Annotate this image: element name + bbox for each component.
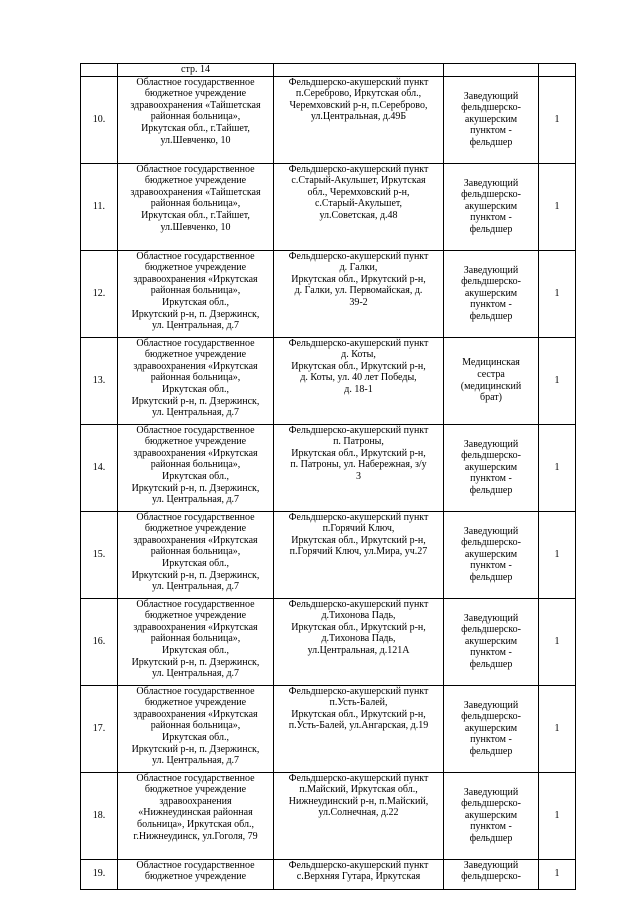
count-cell: [539, 685, 576, 772]
unit-address-cell-line: п.Сереброво, Иркутская обл.,: [295, 88, 422, 100]
unit-address-cell: [274, 337, 444, 424]
count-cell: [539, 859, 576, 889]
unit-address-cell-line: Фельдшерско-акушерский пункт: [288, 511, 429, 523]
row-number: [81, 685, 118, 772]
organization-cell-line: Областное государственное: [136, 424, 255, 436]
unit-address-cell-line: 39-2: [349, 296, 368, 308]
unit-address-cell-line: Иркутская обл., Иркутский р-н,: [291, 360, 426, 372]
organization-cell-line: ул.Шевченко, 10: [160, 221, 231, 233]
organization-cell: [118, 337, 274, 424]
position-cell-line: Заведующий: [463, 438, 519, 450]
unit-address-cell-line: Иркутская обл., Иркутский р-н,: [291, 273, 426, 285]
organization-cell-line: здравоохранения «Тайшетская: [130, 99, 261, 111]
unit-address-cell-line: д. Галки, ул. Первомайская, д.: [294, 285, 423, 297]
row-number-line: 11.: [92, 200, 106, 212]
count-cell: [539, 250, 576, 337]
unit-address-cell-line: д. Галки,: [339, 262, 378, 274]
unit-address-cell-line: Фельдшерско-акушерский пункт: [288, 772, 429, 784]
unit-address-cell: [274, 859, 444, 889]
unit-address-cell-line: ул.Солнечная, д.22: [318, 807, 399, 819]
unit-address-cell-line: с.Верхняя Гутара, Иркутская: [296, 871, 421, 883]
position-cell: [444, 772, 539, 859]
unit-address-cell: [274, 685, 444, 772]
unit-address-cell-line: Фельдшерско-акушерский пункт: [288, 76, 429, 88]
unit-address-cell-line: Иркутская обл., Иркутский р-н,: [291, 534, 426, 546]
position-cell-line: фельдшерско-: [461, 189, 521, 201]
row-number: [81, 598, 118, 685]
unit-address-cell-line: с.Старый-Акульшет,: [314, 198, 403, 210]
organization-cell: [118, 511, 274, 598]
unit-address-cell-line: Иркутская обл., Иркутский р-н,: [291, 621, 426, 633]
organization-cell-line: Иркутская обл., г.Тайшет,: [141, 209, 250, 221]
position-cell-line: акушерским: [464, 635, 518, 647]
organization-cell-line: ул. Центральная, д.7: [151, 668, 240, 680]
position-cell: [444, 511, 539, 598]
position-cell: [444, 685, 539, 772]
unit-address-cell-line: 3: [356, 470, 361, 482]
organization-cell-line: бюджетное учреждение: [144, 262, 247, 274]
organization-cell-line: Областное государственное: [136, 337, 255, 349]
organization-cell-line: здравоохранения: [159, 795, 232, 807]
position-cell: [444, 424, 539, 511]
position-cell-line: пунктом -: [470, 125, 512, 137]
organization-cell-line: Иркутский р-н, п. Дзержинск,: [131, 482, 260, 494]
position-cell-line: пунктом -: [470, 647, 512, 659]
unit-address-cell-line: Черемховский р-н, п.Сереброво,: [289, 99, 428, 111]
row-number-line: 10.: [92, 113, 106, 125]
position-cell-line: (медицинский: [460, 380, 522, 392]
position-cell-line: пунктом -: [470, 734, 512, 746]
organization-cell-line: Областное государственное: [136, 859, 255, 871]
organization-cell-line: районная больница»,: [150, 111, 241, 123]
position-cell-line: акушерским: [464, 200, 518, 212]
organization-cell-line: Иркутская обл.,: [162, 557, 229, 569]
unit-address-cell-line: Фельдшерско-акушерский пункт: [288, 685, 429, 697]
count-cell-line: 1: [554, 461, 560, 473]
position-cell-line: акушерским: [464, 461, 518, 473]
unit-address-cell-line: п.Горячий Ключ,: [322, 523, 395, 535]
position-cell-line: Заведующий: [463, 90, 519, 102]
row-number: [81, 163, 118, 250]
count-cell-line: 1: [554, 374, 560, 386]
unit-address-cell-line: Фельдшерско-акушерский пункт: [288, 163, 429, 175]
organization-cell-line: районная больница»,: [150, 285, 241, 297]
position-cell-line: пунктом -: [470, 299, 512, 311]
position-cell-line: фельдшер: [469, 745, 513, 757]
position-cell-line: пунктом -: [470, 212, 512, 224]
row-number-line: 13.: [92, 374, 106, 386]
count-cell-line: 1: [554, 868, 560, 880]
count-cell-line: 1: [554, 635, 560, 647]
position-cell-line: Заведующий: [463, 699, 519, 711]
table-row: [81, 685, 576, 772]
row-number: [81, 424, 118, 511]
count-cell-line: 1: [554, 722, 560, 734]
row-number: [81, 76, 118, 163]
row-number-line: 12.: [92, 287, 106, 299]
unit-address-cell: [274, 250, 444, 337]
position-cell-line: фельдшерско-: [461, 450, 521, 462]
unit-address-cell-line: ул.Советская, д.48: [319, 209, 398, 221]
table-row: [81, 163, 576, 250]
header-cell-empty: [274, 64, 444, 77]
organization-cell: [118, 250, 274, 337]
position-cell-line: сестра: [477, 369, 505, 380]
unit-address-cell: [274, 76, 444, 163]
count-cell: [539, 424, 576, 511]
organization-cell-line: Областное государственное: [136, 163, 255, 175]
position-cell-line: фельдшерско-: [461, 276, 521, 288]
header-cell-empty: [444, 64, 539, 77]
organization-cell-line: Областное государственное: [136, 598, 255, 610]
organization-cell-line: здравоохранения «Иркутская: [133, 534, 258, 546]
organization-cell-line: бюджетное учреждение: [144, 436, 247, 448]
count-cell: [539, 76, 576, 163]
organization-cell-line: здравоохранения «Иркутская: [133, 447, 258, 459]
organization-cell-line: бюджетное учреждение: [144, 523, 247, 535]
position-cell-line: фельдшер: [469, 832, 513, 844]
row-number-line: 19.: [92, 868, 106, 880]
organization-cell-line: ул. Центральная, д.7: [151, 581, 240, 593]
organization-cell-line: ул. Центральная, д.7: [151, 407, 240, 419]
organization-cell-line: Областное государственное: [136, 250, 255, 262]
position-cell-line: фельдшер: [469, 571, 513, 583]
unit-address-cell-line: д. Коты, ул. 40 лет Победы,: [300, 372, 417, 384]
row-number: [81, 859, 118, 889]
position-cell-line: фельдшерско-: [461, 798, 521, 810]
unit-address-cell-line: п.Майский, Иркутская обл.,: [299, 784, 418, 796]
table-row: [81, 511, 576, 598]
organization-cell: [118, 685, 274, 772]
organization-cell-line: бюджетное учреждение: [144, 697, 247, 709]
unit-address-cell: [274, 772, 444, 859]
count-cell-line: 1: [554, 287, 560, 299]
organization-cell-line: бюджетное учреждение: [144, 871, 247, 883]
organization-cell-line: ул. Центральная, д.7: [151, 494, 240, 506]
row-number: [81, 511, 118, 598]
unit-address-cell-line: п.Усть-Балей,: [329, 697, 388, 709]
position-cell-line: Заведующий: [463, 177, 519, 189]
organization-cell-line: Иркутский р-н, п. Дзержинск,: [131, 656, 260, 668]
position-cell-line: Заведующий: [463, 786, 519, 798]
organization-cell-line: бюджетное учреждение: [144, 784, 247, 796]
table-row: [81, 424, 576, 511]
organization-cell-line: ул. Центральная, д.7: [151, 320, 240, 332]
unit-address-cell: [274, 163, 444, 250]
organization-cell-line: здравоохранения «Иркутская: [133, 273, 258, 285]
position-cell-line: фельдшерско-: [461, 871, 521, 883]
unit-address-cell-line: с.Старый-Акульшет, Иркутская: [291, 175, 426, 187]
organization-cell-line: Иркутская обл.,: [162, 644, 229, 656]
unit-address-cell-line: Фельдшерско-акушерский пункт: [288, 337, 429, 349]
position-cell-line: акушерским: [464, 113, 518, 125]
unit-address-cell: [274, 424, 444, 511]
organization-cell-line: районная больница»,: [150, 633, 241, 645]
vacancy-table-body: [81, 64, 576, 890]
count-cell: [539, 337, 576, 424]
count-cell: [539, 163, 576, 250]
page-label: стр. 14: [118, 64, 274, 77]
count-cell-line: 1: [554, 548, 560, 560]
unit-address-cell-line: п. Патроны, ул. Набережная, з/у: [290, 459, 427, 471]
row-number: [81, 250, 118, 337]
organization-cell-line: Иркутский р-н, п. Дзержинск,: [131, 743, 260, 755]
unit-address-cell-line: ул.Центральная, д.121А: [307, 644, 410, 656]
organization-cell-line: ул.Шевченко, 10: [160, 134, 231, 146]
position-cell-line: фельдшер: [469, 658, 513, 670]
organization-cell-line: Иркутская обл.,: [162, 731, 229, 743]
unit-address-cell-line: д. 18-1: [344, 383, 373, 395]
organization-cell-line: Областное государственное: [136, 511, 255, 523]
table-row: [81, 772, 576, 859]
organization-cell-line: здравоохранения «Иркутская: [133, 708, 258, 720]
unit-address-cell: [274, 511, 444, 598]
unit-address-cell-line: Фельдшерско-акушерский пункт: [288, 598, 429, 610]
count-cell: [539, 772, 576, 859]
unit-address-cell-line: Фельдшерско-акушерский пункт: [288, 859, 429, 871]
count-cell-line: 1: [554, 200, 560, 212]
organization-cell-line: «Нижнеудинская районная: [138, 807, 253, 819]
organization-cell: [118, 163, 274, 250]
organization-cell-line: Областное государственное: [136, 772, 255, 784]
organization-cell-line: районная больница»,: [150, 198, 241, 210]
position-cell: [444, 598, 539, 685]
organization-cell-line: Областное государственное: [136, 685, 255, 697]
position-cell-line: Заведующий: [463, 264, 519, 276]
unit-address-cell-line: обл., Черемховский р-н,: [307, 186, 410, 198]
position-cell-line: фельдшер: [469, 310, 513, 322]
position-cell-line: фельдшерско-: [461, 537, 521, 549]
position-cell: [444, 163, 539, 250]
position-cell-line: Медицинская: [462, 357, 520, 369]
position-cell-line: фельдшер: [469, 136, 513, 148]
row-number-line: 18.: [92, 809, 106, 821]
position-cell-line: Заведующий: [463, 612, 519, 624]
table-row: [81, 76, 576, 163]
unit-address-cell-line: д. Коты,: [341, 349, 376, 361]
unit-address-cell-line: п.Усть-Балей, ул.Ангарская, д.19: [288, 720, 429, 732]
organization-cell: [118, 598, 274, 685]
organization-cell-line: здравоохранения «Тайшетская: [130, 186, 261, 198]
unit-address-cell-line: п. Патроны,: [333, 436, 384, 448]
position-cell-line: акушерским: [464, 287, 518, 299]
count-cell: [539, 598, 576, 685]
organization-cell-line: больница», Иркутская обл.,: [137, 818, 254, 830]
position-cell-line: фельдшерско-: [461, 624, 521, 636]
unit-address-cell-line: Фельдшерско-акушерский пункт: [288, 424, 429, 436]
unit-address-cell-line: д.Тихонова Падь,: [321, 633, 396, 645]
row-number-line: 15.: [92, 548, 106, 560]
unit-address-cell-line: Нижнеудинский р-н, п.Майский,: [288, 795, 429, 807]
count-cell: [539, 511, 576, 598]
row-number-line: 17.: [92, 722, 106, 734]
unit-address-cell-line: п.Горячий Ключ, ул.Мира, уч.27: [289, 546, 428, 558]
organization-cell: [118, 772, 274, 859]
position-cell-line: Заведующий: [463, 859, 519, 871]
organization-cell-line: районная больница»,: [150, 459, 241, 471]
organization-cell-line: ул. Центральная, д.7: [151, 755, 240, 767]
unit-address-cell-line: Фельдшерско-акушерский пункт: [288, 250, 429, 262]
organization-cell-line: Иркутский р-н, п. Дзержинск,: [131, 395, 260, 407]
unit-address-cell: [274, 598, 444, 685]
row-number: [81, 772, 118, 859]
organization-cell: [118, 76, 274, 163]
organization-cell-line: бюджетное учреждение: [144, 610, 247, 622]
position-cell-line: акушерским: [464, 722, 518, 734]
organization-cell-line: бюджетное учреждение: [144, 349, 247, 361]
position-cell-line: Заведующий: [463, 525, 519, 537]
unit-address-cell-line: Иркутская обл., Иркутский р-н,: [291, 447, 426, 459]
row-number: [81, 337, 118, 424]
position-cell: [444, 250, 539, 337]
organization-cell-line: бюджетное учреждение: [144, 175, 247, 187]
organization-cell: [118, 859, 274, 889]
position-cell: [444, 337, 539, 424]
table-row: [81, 859, 576, 889]
organization-cell-line: Иркутский р-н, п. Дзержинск,: [131, 308, 260, 320]
row-number-line: 16.: [92, 635, 106, 647]
position-cell-line: пунктом -: [470, 473, 512, 485]
unit-address-cell-line: ул.Центральная, д.49Б: [310, 111, 407, 123]
table-header-row: [81, 64, 576, 77]
header-cell-empty: [539, 64, 576, 77]
organization-cell-line: здравоохранения «Иркутская: [133, 360, 258, 372]
row-number-line: 14.: [92, 461, 106, 473]
table-row: [81, 337, 576, 424]
position-cell-line: пунктом -: [470, 560, 512, 572]
vacancy-table: [80, 63, 576, 890]
organization-cell-line: бюджетное учреждение: [144, 88, 247, 100]
organization-cell-line: районная больница»,: [150, 372, 241, 384]
position-cell: [444, 76, 539, 163]
position-cell-line: акушерским: [464, 809, 518, 821]
organization-cell-line: Иркутская обл.,: [162, 296, 229, 308]
table-row: [81, 250, 576, 337]
organization-cell-line: районная больница»,: [150, 720, 241, 732]
position-cell-line: брат): [480, 392, 502, 404]
unit-address-cell-line: Иркутская обл., Иркутский р-н,: [291, 708, 426, 720]
organization-cell-line: Иркутская обл.,: [162, 470, 229, 482]
organization-cell-line: Иркутская обл.,: [162, 383, 229, 395]
header-cell-empty: [81, 64, 118, 77]
organization-cell-line: районная больница»,: [150, 546, 241, 558]
position-cell-line: акушерским: [464, 548, 518, 560]
organization-cell: [118, 424, 274, 511]
position-cell-line: фельдшер: [469, 223, 513, 235]
organization-cell-line: г.Нижнеудинск, ул.Гоголя, 79: [133, 830, 258, 842]
position-cell-line: фельдшерско-: [461, 102, 521, 114]
unit-address-cell-line: д.Тихонова Падь,: [321, 610, 396, 622]
organization-cell-line: Областное государственное: [136, 76, 255, 88]
position-cell-line: пунктом -: [470, 821, 512, 833]
count-cell-line: 1: [554, 809, 560, 821]
position-cell-line: фельдшер: [469, 484, 513, 496]
position-cell-line: фельдшерско-: [461, 711, 521, 723]
position-cell: [444, 859, 539, 889]
count-cell-line: 1: [554, 113, 560, 125]
organization-cell-line: Иркутский р-н, п. Дзержинск,: [131, 569, 260, 581]
organization-cell-line: здравоохранения «Иркутская: [133, 621, 258, 633]
organization-cell-line: Иркутская обл., г.Тайшет,: [141, 122, 250, 134]
table-row: [81, 598, 576, 685]
